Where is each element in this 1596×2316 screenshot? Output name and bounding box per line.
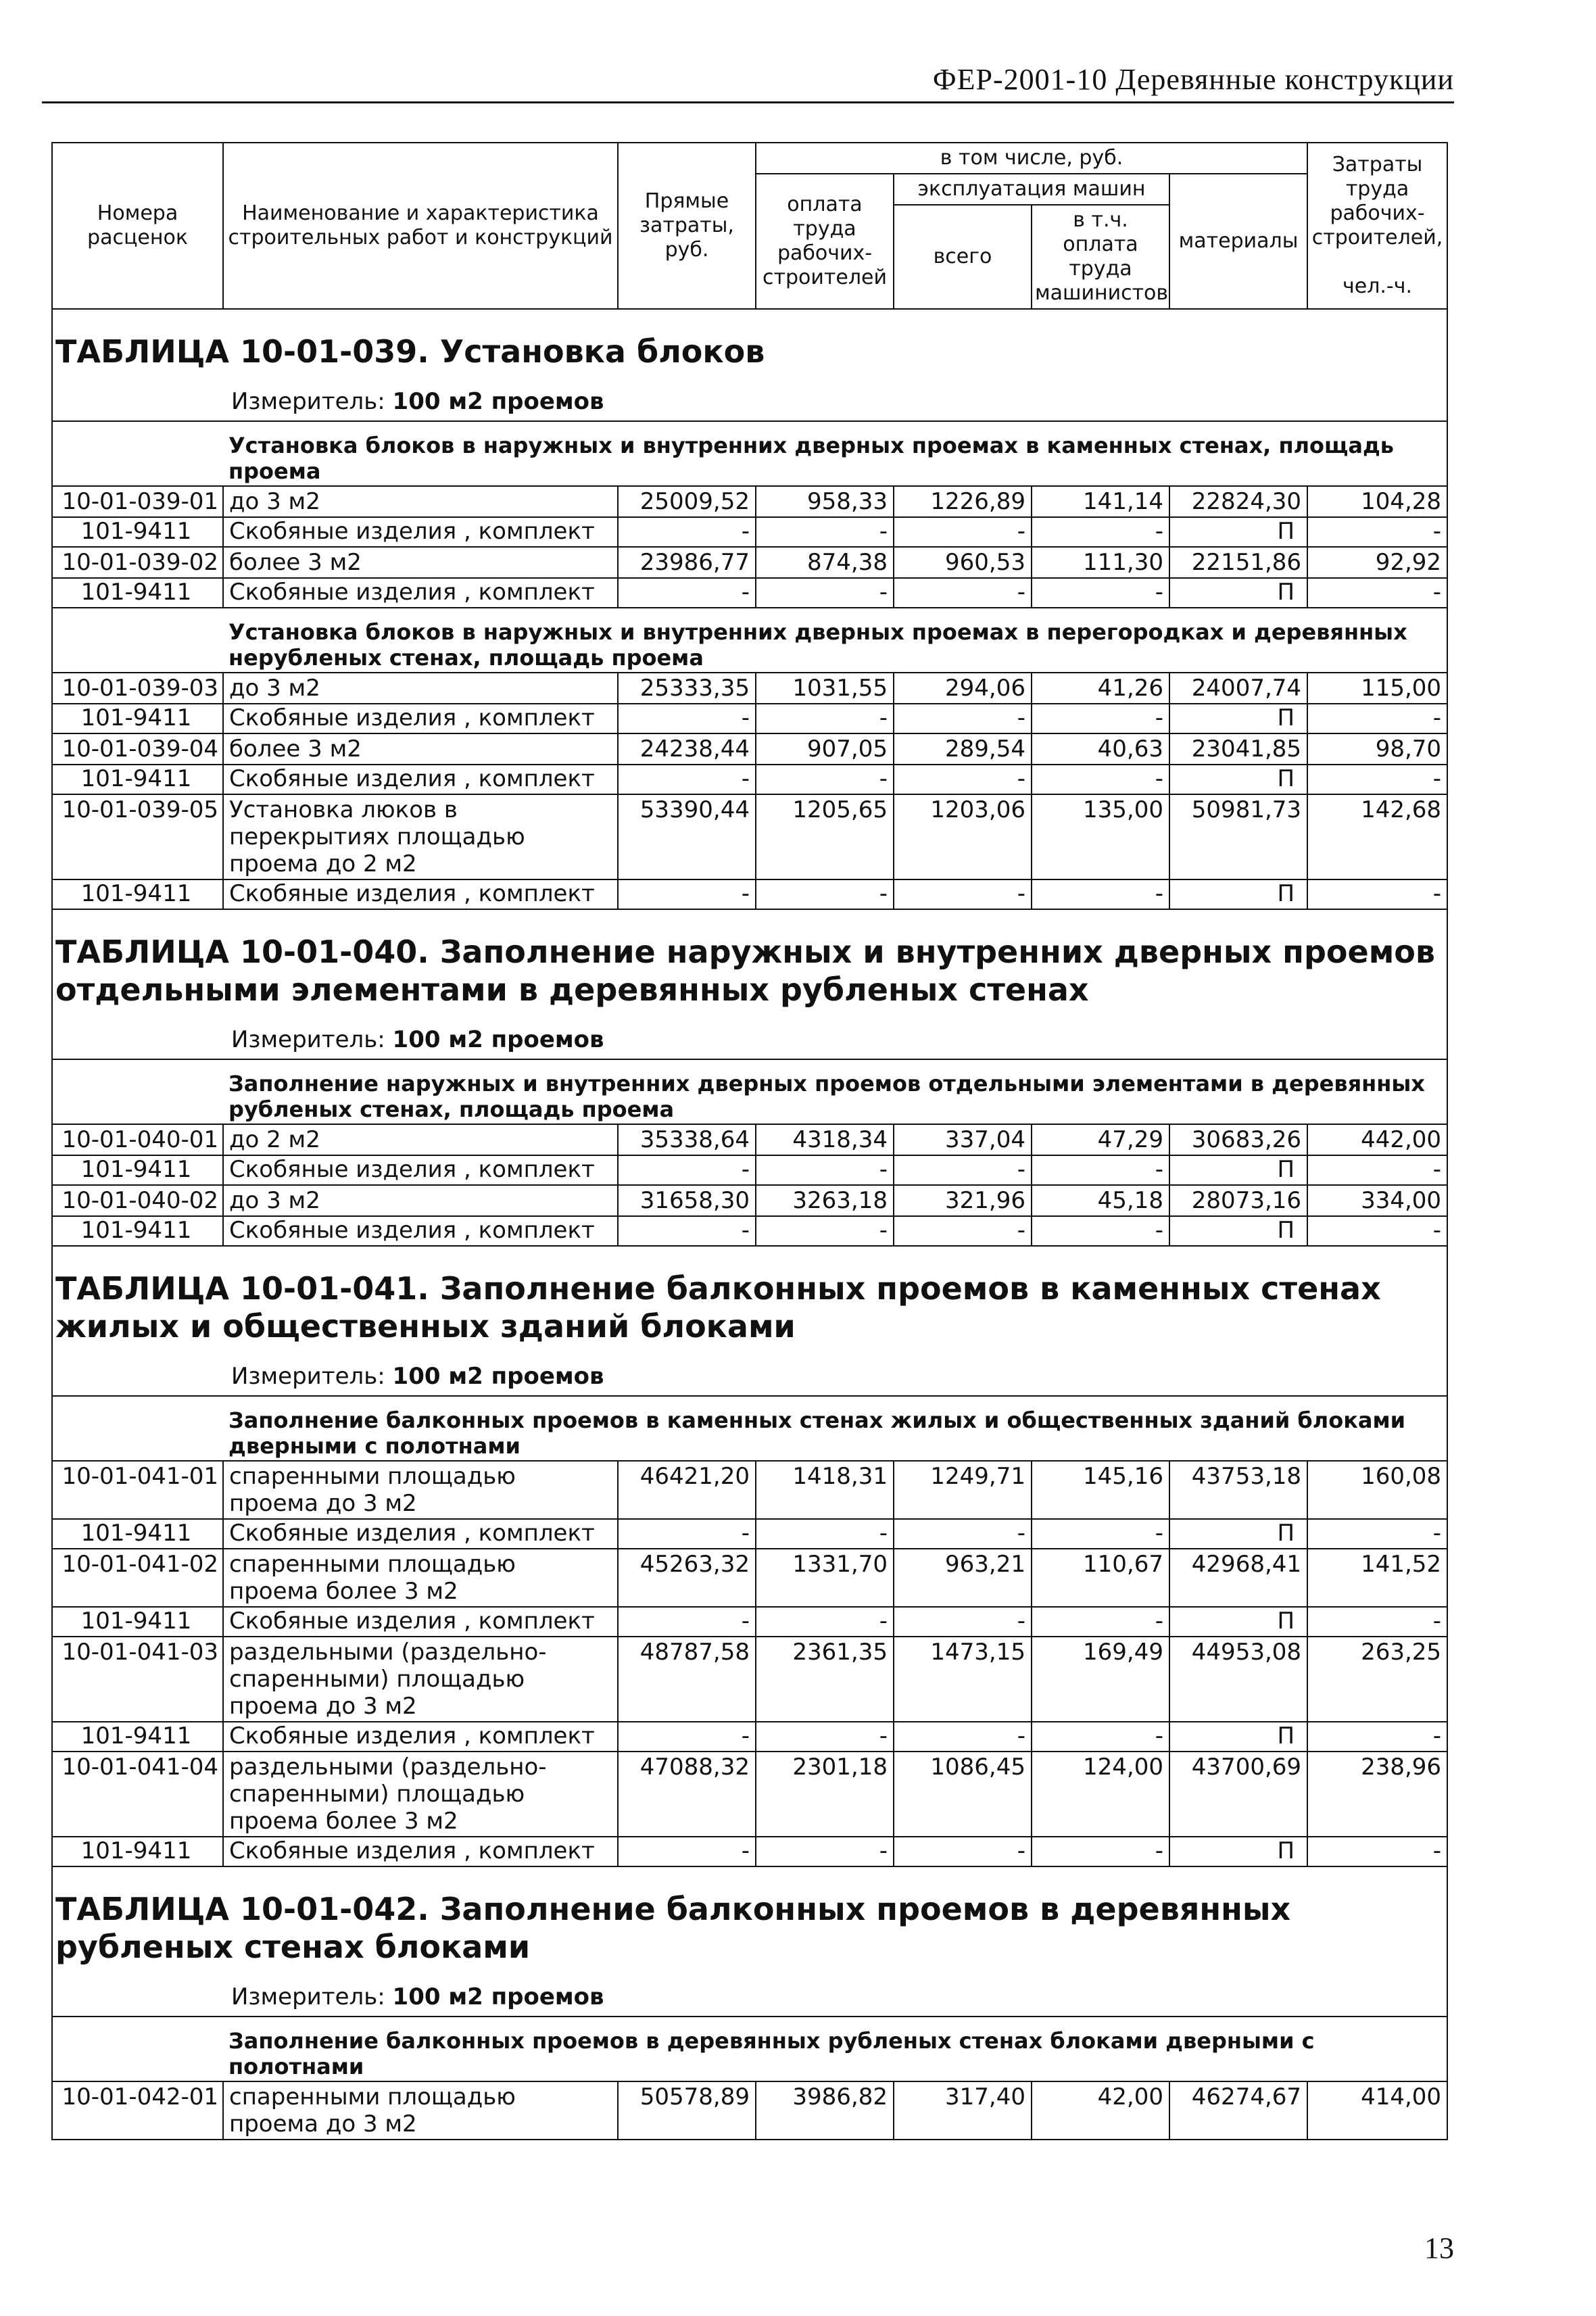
wages-cell: 1205,65 <box>756 794 894 879</box>
resource-materials-cell: П <box>1169 1216 1307 1246</box>
resource-machines-cell: - <box>894 517 1032 547</box>
machines-cell: 317,40 <box>894 2081 1032 2140</box>
resource-labor-cell: - <box>1307 578 1447 608</box>
machines-cell: 960,53 <box>894 547 1032 578</box>
rate-code-cell: 10-01-039-01 <box>52 486 223 517</box>
labor-cell: 92,92 <box>1307 547 1447 578</box>
resource-labor-cell: - <box>1307 1519 1447 1549</box>
resource-direct-cost-cell: - <box>618 1837 756 1866</box>
rate-code-cell: 10-01-039-05 <box>52 794 223 879</box>
resource-labor-cell: - <box>1307 1607 1447 1637</box>
work-name-cell: Установка люков в перекрытиях площадью проема до 2 м2 <box>223 794 618 879</box>
resource-code-cell: 101-9411 <box>52 879 223 909</box>
machines-cell: 337,04 <box>894 1124 1032 1155</box>
resource-code-cell: 101-9411 <box>52 517 223 547</box>
resource-machines-cell: - <box>894 1519 1032 1549</box>
resource-materials-cell: П <box>1169 1519 1307 1549</box>
meter-value: 100 м2 проемов <box>392 1363 604 1390</box>
resource-code-cell: 101-9411 <box>52 1837 223 1866</box>
machinists-wages-cell: 45,18 <box>1032 1185 1169 1216</box>
labor-cell: 115,00 <box>1307 673 1447 704</box>
table-row <box>52 486 1447 517</box>
resource-row <box>52 517 1447 547</box>
machinists-wages-cell: 124,00 <box>1032 1752 1169 1837</box>
meter <box>52 1975 1447 2017</box>
direct-cost-cell: 31658,30 <box>618 1185 756 1216</box>
wages-cell: 1418,31 <box>756 1461 894 1519</box>
resource-machinists-wages-cell: - <box>1032 1722 1169 1752</box>
resource-wages-cell: - <box>756 1155 894 1185</box>
table-title: ТАБЛИЦА 10-01-042. Заполнение балконных проемов в деревянных рубленых стенах блоками <box>52 1866 1447 1975</box>
table-title: ТАБЛИЦА 10-01-040. Заполнение наружных и внутренних дверных проемов отдельными элементами в деревянных рубленых стенах <box>52 909 1447 1018</box>
resource-row <box>52 879 1447 909</box>
table-row <box>52 1637 1447 1722</box>
group-spacer <box>52 1059 223 1124</box>
resource-labor-cell: - <box>1307 765 1447 794</box>
machines-cell: 1203,06 <box>894 794 1032 879</box>
col-mach-wages-header: в т.ч. оплата труда машинистов <box>1032 205 1169 309</box>
resource-labor-cell: - <box>1307 1837 1447 1866</box>
table-body <box>52 309 1447 2140</box>
wages-cell: 3986,82 <box>756 2081 894 2140</box>
wages-cell: 3263,18 <box>756 1185 894 1216</box>
resource-code-cell: 101-9411 <box>52 765 223 794</box>
resource-code-cell: 101-9411 <box>52 578 223 608</box>
resource-wages-cell: - <box>756 578 894 608</box>
group-heading: Заполнение наружных и внутренних дверных проемов отдельными элементами в деревянных рубленых стенах, площадь проема <box>223 1059 1447 1124</box>
rate-code-cell: 10-01-041-01 <box>52 1461 223 1519</box>
meter-value: 100 м2 проемов <box>392 1026 604 1053</box>
materials-cell: 22824,30 <box>1169 486 1307 517</box>
resource-machinists-wages-cell: - <box>1032 1607 1169 1637</box>
machinists-wages-cell: 41,26 <box>1032 673 1169 704</box>
resource-machines-cell: - <box>894 578 1032 608</box>
machinists-wages-cell: 111,30 <box>1032 547 1169 578</box>
direct-cost-cell: 48787,58 <box>618 1637 756 1722</box>
resource-wages-cell: - <box>756 1519 894 1549</box>
table-row <box>52 733 1447 765</box>
resource-code-cell: 101-9411 <box>52 1607 223 1637</box>
work-name-cell: спаренными площадью проема более 3 м2 <box>223 1549 618 1607</box>
rate-code-cell: 10-01-040-02 <box>52 1185 223 1216</box>
rate-code-cell: 10-01-039-04 <box>52 733 223 765</box>
resource-name-cell: Скобяные изделия , комплект <box>223 1607 618 1637</box>
resource-row <box>52 765 1447 794</box>
resource-direct-cost-cell: - <box>618 704 756 733</box>
direct-cost-cell: 53390,44 <box>618 794 756 879</box>
work-name-cell: более 3 м2 <box>223 733 618 765</box>
machinists-wages-cell: 169,49 <box>1032 1637 1169 1722</box>
resource-labor-cell: - <box>1307 1722 1447 1752</box>
machines-cell: 1249,71 <box>894 1461 1032 1519</box>
col-labor-title: Затраты труда рабочих-строителей, <box>1311 153 1443 249</box>
resource-row <box>52 1519 1447 1549</box>
resource-materials-cell: П <box>1169 1722 1307 1752</box>
group-heading-row <box>52 2017 1447 2081</box>
materials-cell: 43753,18 <box>1169 1461 1307 1519</box>
labor-cell: 141,52 <box>1307 1549 1447 1607</box>
resource-machines-cell: - <box>894 765 1032 794</box>
resource-machinists-wages-cell: - <box>1032 1519 1169 1549</box>
materials-cell: 24007,74 <box>1169 673 1307 704</box>
resource-machinists-wages-cell: - <box>1032 1837 1169 1866</box>
labor-cell: 238,96 <box>1307 1752 1447 1837</box>
table-title: ТАБЛИЦА 10-01-039. Установка блоков <box>52 309 1447 380</box>
meter-label: Измеритель: <box>231 1983 385 2010</box>
resource-machines-cell: - <box>894 879 1032 909</box>
group-spacer <box>52 2017 223 2081</box>
labor-cell: 263,25 <box>1307 1637 1447 1722</box>
direct-cost-cell: 25333,35 <box>618 673 756 704</box>
col-incl-header: в том числе, руб. <box>756 143 1307 174</box>
rate-code-cell: 10-01-039-03 <box>52 673 223 704</box>
resource-code-cell: 101-9411 <box>52 1519 223 1549</box>
resource-row <box>52 1155 1447 1185</box>
work-name-cell: спаренными площадью проема до 3 м2 <box>223 1461 618 1519</box>
work-name-cell: спаренными площадью проема до 3 м2 <box>223 2081 618 2140</box>
table-row <box>52 1461 1447 1519</box>
rate-code-cell: 10-01-039-02 <box>52 547 223 578</box>
meter-label: Измеритель: <box>231 1363 385 1390</box>
col-wages-header: оплата труда рабочих-строителей <box>756 174 894 309</box>
resource-code-cell: 101-9411 <box>52 1155 223 1185</box>
table-title-row <box>52 309 1447 380</box>
meter-row <box>52 1975 1447 2017</box>
resource-materials-cell: П <box>1169 578 1307 608</box>
work-name-cell: раздельными (раздельно-спаренными) площадью проема до 3 м2 <box>223 1637 618 1722</box>
machines-cell: 963,21 <box>894 1549 1032 1607</box>
materials-cell: 46274,67 <box>1169 2081 1307 2140</box>
rate-code-cell: 10-01-041-02 <box>52 1549 223 1607</box>
col-labor-header <box>1307 143 1447 309</box>
resource-machines-cell: - <box>894 1722 1032 1752</box>
meter <box>52 1018 1447 1059</box>
resource-labor-cell: - <box>1307 879 1447 909</box>
resource-labor-cell: - <box>1307 704 1447 733</box>
resource-code-cell: 101-9411 <box>52 1216 223 1246</box>
header-rule <box>42 101 1454 103</box>
group-heading-row <box>52 1059 1447 1124</box>
machinists-wages-cell: 110,67 <box>1032 1549 1169 1607</box>
work-name-cell: до 2 м2 <box>223 1124 618 1155</box>
materials-cell: 28073,16 <box>1169 1185 1307 1216</box>
resource-machines-cell: - <box>894 1155 1032 1185</box>
resource-name-cell: Скобяные изделия , комплект <box>223 765 618 794</box>
table-row <box>52 547 1447 578</box>
rate-code-cell: 10-01-042-01 <box>52 2081 223 2140</box>
machinists-wages-cell: 47,29 <box>1032 1124 1169 1155</box>
resource-name-cell: Скобяные изделия , комплект <box>223 1837 618 1866</box>
rates-table <box>51 142 1448 2140</box>
work-name-cell: до 3 м2 <box>223 1185 618 1216</box>
resource-machines-cell: - <box>894 1837 1032 1866</box>
wages-cell: 874,38 <box>756 547 894 578</box>
resource-machinists-wages-cell: - <box>1032 879 1169 909</box>
work-name-cell: раздельными (раздельно-спаренными) площадью проема более 3 м2 <box>223 1752 618 1837</box>
resource-row <box>52 1722 1447 1752</box>
table-row <box>52 2081 1447 2140</box>
group-heading-row <box>52 421 1447 486</box>
meter <box>52 1355 1447 1396</box>
materials-cell: 30683,26 <box>1169 1124 1307 1155</box>
resource-row <box>52 1837 1447 1866</box>
work-name-cell: более 3 м2 <box>223 547 618 578</box>
resource-materials-cell: П <box>1169 1155 1307 1185</box>
resource-machinists-wages-cell: - <box>1032 1155 1169 1185</box>
direct-cost-cell: 23986,77 <box>618 547 756 578</box>
table-row <box>52 1752 1447 1837</box>
machines-cell: 289,54 <box>894 733 1032 765</box>
table-title-row <box>52 1866 1447 1975</box>
table-row <box>52 1549 1447 1607</box>
machines-cell: 294,06 <box>894 673 1032 704</box>
materials-cell: 44953,08 <box>1169 1637 1307 1722</box>
table-title-row <box>52 1246 1447 1355</box>
resource-labor-cell: - <box>1307 517 1447 547</box>
resource-machinists-wages-cell: - <box>1032 1216 1169 1246</box>
resource-labor-cell: - <box>1307 1155 1447 1185</box>
table-row <box>52 1124 1447 1155</box>
group-heading: Заполнение балконных проемов в каменных стенах жилых и общественных зданий блоками дверными с полотнами <box>223 1396 1447 1461</box>
resource-wages-cell: - <box>756 1837 894 1866</box>
wages-cell: 2301,18 <box>756 1752 894 1837</box>
direct-cost-cell: 47088,32 <box>618 1752 756 1837</box>
meter-label: Измеритель: <box>231 388 385 415</box>
resource-wages-cell: - <box>756 517 894 547</box>
resource-machines-cell: - <box>894 704 1032 733</box>
col-machines-header: эксплуатация машин <box>894 174 1169 205</box>
resource-wages-cell: - <box>756 879 894 909</box>
meter-row <box>52 1355 1447 1396</box>
resource-materials-cell: П <box>1169 704 1307 733</box>
resource-row <box>52 578 1447 608</box>
page-number: 13 <box>1424 2231 1454 2265</box>
resource-wages-cell: - <box>756 765 894 794</box>
work-name-cell: до 3 м2 <box>223 486 618 517</box>
group-heading: Заполнение балконных проемов в деревянных рубленых стенах блоками дверными с полотнами <box>223 2017 1447 2081</box>
resource-machines-cell: - <box>894 1607 1032 1637</box>
table-title-row <box>52 909 1447 1018</box>
meter-value: 100 м2 проемов <box>392 388 604 415</box>
table-title: ТАБЛИЦА 10-01-041. Заполнение балконных проемов в каменных стенах жилых и общественных зданий блоками <box>52 1246 1447 1355</box>
machinists-wages-cell: 40,63 <box>1032 733 1169 765</box>
labor-cell: 160,08 <box>1307 1461 1447 1519</box>
direct-cost-cell: 46421,20 <box>618 1461 756 1519</box>
table-header <box>52 143 1447 309</box>
machinists-wages-cell: 42,00 <box>1032 2081 1169 2140</box>
resource-materials-cell: П <box>1169 517 1307 547</box>
direct-cost-cell: 25009,52 <box>618 486 756 517</box>
resource-materials-cell: П <box>1169 1837 1307 1866</box>
group-heading-row <box>52 1396 1447 1461</box>
resource-machinists-wages-cell: - <box>1032 704 1169 733</box>
resource-wages-cell: - <box>756 1216 894 1246</box>
table-row <box>52 1185 1447 1216</box>
resource-machinists-wages-cell: - <box>1032 578 1169 608</box>
resource-machinists-wages-cell: - <box>1032 517 1169 547</box>
machines-cell: 321,96 <box>894 1185 1032 1216</box>
resource-direct-cost-cell: - <box>618 517 756 547</box>
machinists-wages-cell: 145,16 <box>1032 1461 1169 1519</box>
col-mach-total-header: всего <box>894 205 1032 309</box>
resource-labor-cell: - <box>1307 1216 1447 1246</box>
meter-row <box>52 1018 1447 1059</box>
resource-row <box>52 704 1447 733</box>
resource-wages-cell: - <box>756 1607 894 1637</box>
direct-cost-cell: 24238,44 <box>618 733 756 765</box>
resource-direct-cost-cell: - <box>618 1722 756 1752</box>
labor-cell: 414,00 <box>1307 2081 1447 2140</box>
resource-code-cell: 101-9411 <box>52 704 223 733</box>
col-code-header: Номера расценок <box>52 143 223 309</box>
resource-machines-cell: - <box>894 1216 1032 1246</box>
resource-direct-cost-cell: - <box>618 578 756 608</box>
resource-wages-cell: - <box>756 704 894 733</box>
labor-cell: 334,00 <box>1307 1185 1447 1216</box>
resource-name-cell: Скобяные изделия , комплект <box>223 879 618 909</box>
labor-cell: 442,00 <box>1307 1124 1447 1155</box>
resource-direct-cost-cell: - <box>618 879 756 909</box>
resource-direct-cost-cell: - <box>618 1216 756 1246</box>
resource-name-cell: Скобяные изделия , комплект <box>223 578 618 608</box>
labor-cell: 142,68 <box>1307 794 1447 879</box>
resource-name-cell: Скобяные изделия , комплект <box>223 1216 618 1246</box>
machines-cell: 1226,89 <box>894 486 1032 517</box>
wages-cell: 2361,35 <box>756 1637 894 1722</box>
resource-name-cell: Скобяные изделия , комплект <box>223 1155 618 1185</box>
direct-cost-cell: 50578,89 <box>618 2081 756 2140</box>
resource-name-cell: Скобяные изделия , комплект <box>223 517 618 547</box>
machines-cell: 1086,45 <box>894 1752 1032 1837</box>
meter <box>52 380 1447 421</box>
resource-code-cell: 101-9411 <box>52 1722 223 1752</box>
wages-cell: 1031,55 <box>756 673 894 704</box>
machinists-wages-cell: 141,14 <box>1032 486 1169 517</box>
materials-cell: 23041,85 <box>1169 733 1307 765</box>
resource-wages-cell: - <box>756 1722 894 1752</box>
meter-label: Измеритель: <box>231 1026 385 1053</box>
resource-materials-cell: П <box>1169 879 1307 909</box>
wages-cell: 1331,70 <box>756 1549 894 1607</box>
table-row <box>52 794 1447 879</box>
group-spacer <box>52 421 223 486</box>
wages-cell: 907,05 <box>756 733 894 765</box>
resource-direct-cost-cell: - <box>618 765 756 794</box>
resource-direct-cost-cell: - <box>618 1607 756 1637</box>
wages-cell: 958,33 <box>756 486 894 517</box>
wages-cell: 4318,34 <box>756 1124 894 1155</box>
table-row <box>52 673 1447 704</box>
rate-code-cell: 10-01-040-01 <box>52 1124 223 1155</box>
work-name-cell: до 3 м2 <box>223 673 618 704</box>
resource-row <box>52 1607 1447 1637</box>
col-direct-header: Прямые затраты, руб. <box>618 143 756 309</box>
resource-materials-cell: П <box>1169 765 1307 794</box>
materials-cell: 43700,69 <box>1169 1752 1307 1837</box>
labor-cell: 104,28 <box>1307 486 1447 517</box>
resource-name-cell: Скобяные изделия , комплект <box>223 1722 618 1752</box>
direct-cost-cell: 35338,64 <box>618 1124 756 1155</box>
machines-cell: 1473,15 <box>894 1637 1032 1722</box>
labor-cell: 98,70 <box>1307 733 1447 765</box>
meter-row <box>52 380 1447 421</box>
group-heading: Установка блоков в наружных и внутренних дверных проемах в перегородках и деревянных нерубленых стенах, площадь проема <box>223 608 1447 673</box>
resource-name-cell: Скобяные изделия , комплект <box>223 704 618 733</box>
resource-materials-cell: П <box>1169 1607 1307 1637</box>
rate-code-cell: 10-01-041-04 <box>52 1752 223 1837</box>
group-spacer <box>52 608 223 673</box>
resource-direct-cost-cell: - <box>618 1155 756 1185</box>
resource-row <box>52 1216 1447 1246</box>
col-materials-header: материалы <box>1169 174 1307 309</box>
materials-cell: 50981,73 <box>1169 794 1307 879</box>
group-heading-row <box>52 608 1447 673</box>
col-name-header: Наименование и характеристика строительных работ и конструкций <box>223 143 618 309</box>
document-body <box>51 142 1447 2140</box>
direct-cost-cell: 45263,32 <box>618 1549 756 1607</box>
resource-name-cell: Скобяные изделия , комплект <box>223 1519 618 1549</box>
rate-code-cell: 10-01-041-03 <box>52 1637 223 1722</box>
group-spacer <box>52 1396 223 1461</box>
col-labor-unit: чел.-ч. <box>1343 274 1413 298</box>
running-header: ФЕР-2001-10 Деревянные конструкции <box>932 63 1454 96</box>
resource-machinists-wages-cell: - <box>1032 765 1169 794</box>
meter-value: 100 м2 проемов <box>392 1983 604 2010</box>
group-heading: Установка блоков в наружных и внутренних дверных проемах в каменных стенах, площадь проема <box>223 421 1447 486</box>
resource-direct-cost-cell: - <box>618 1519 756 1549</box>
materials-cell: 42968,41 <box>1169 1549 1307 1607</box>
machinists-wages-cell: 135,00 <box>1032 794 1169 879</box>
materials-cell: 22151,86 <box>1169 547 1307 578</box>
